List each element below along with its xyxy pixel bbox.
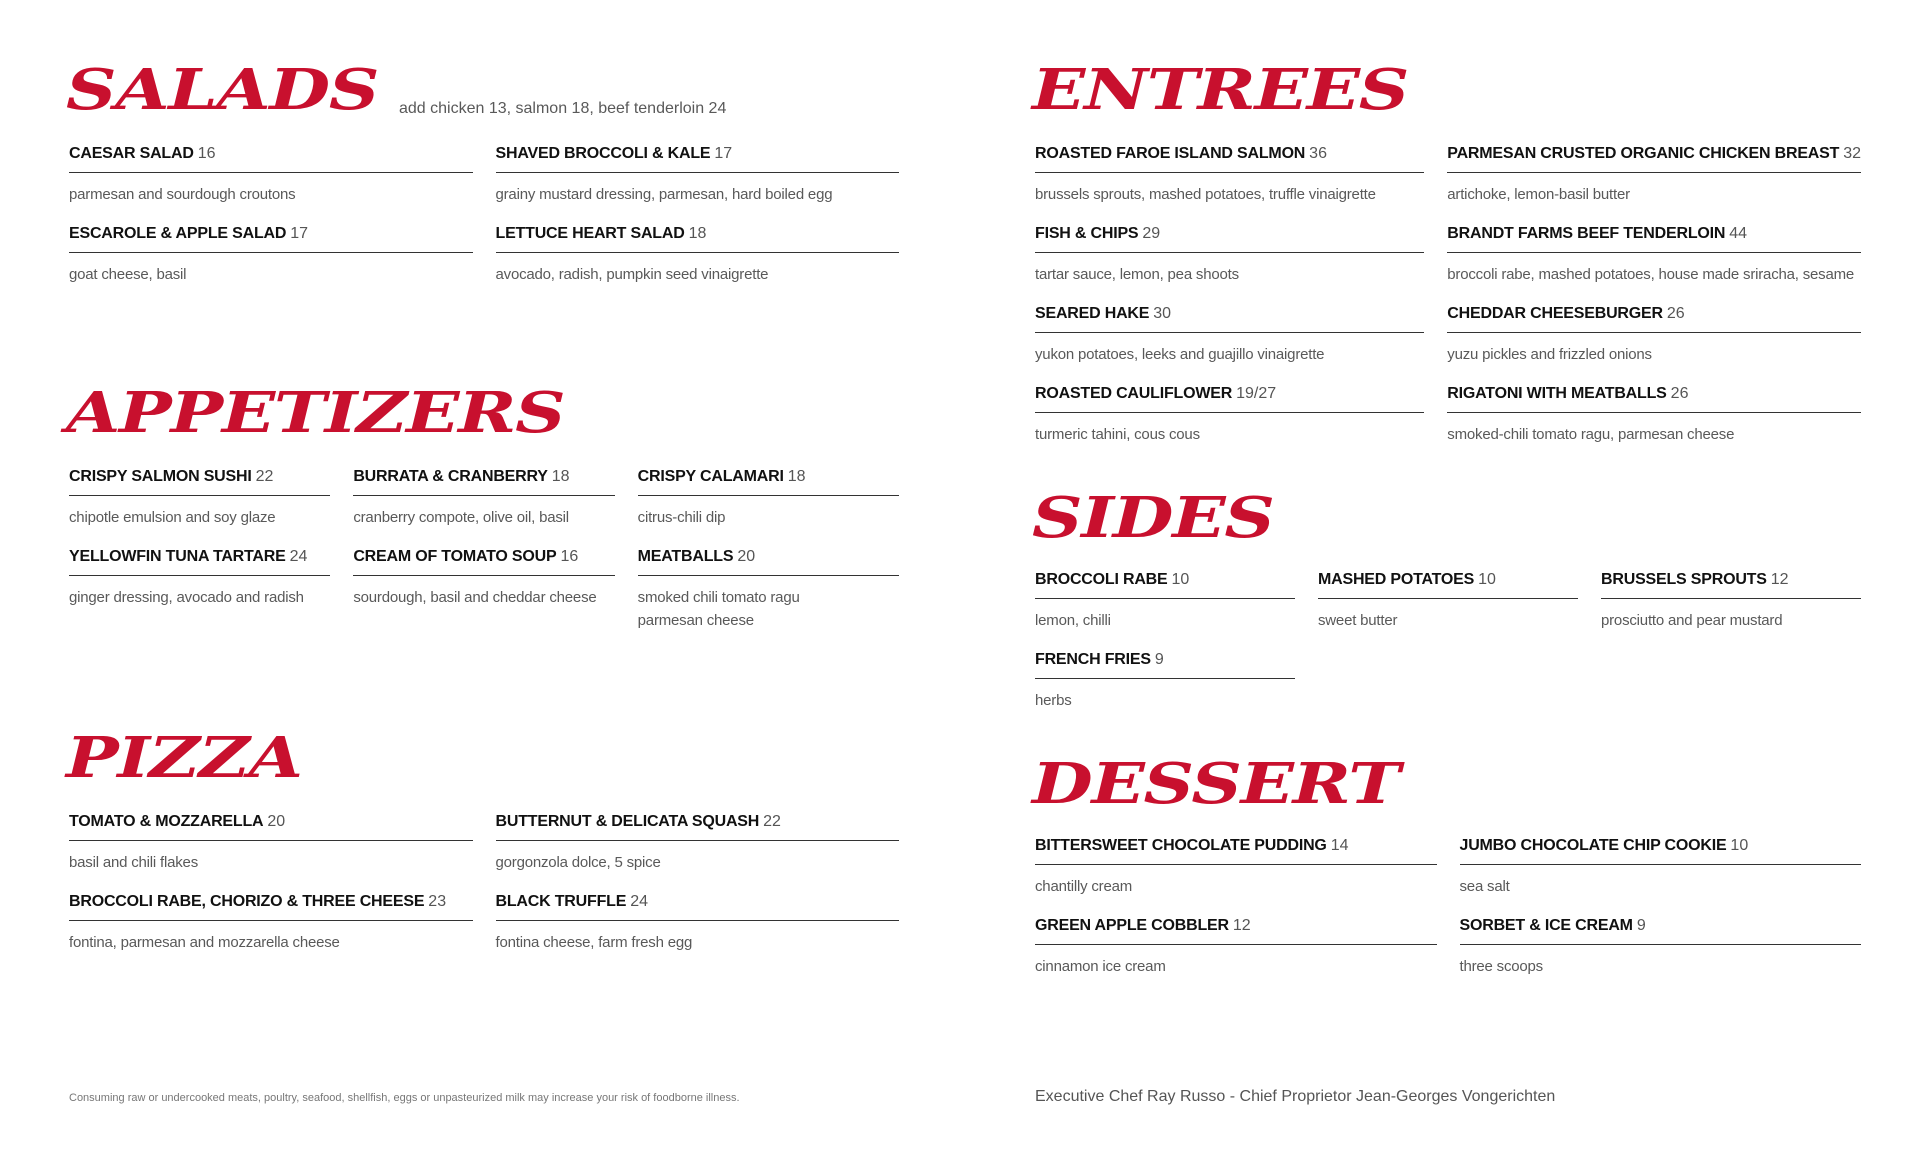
menu-item-price: 18 [551, 468, 570, 485]
menu-item-description: herbs [1035, 692, 1072, 709]
menu-item-price: 19/27 [1236, 385, 1277, 402]
menu-item-header [353, 547, 614, 576]
menu-item-price: 20 [267, 813, 286, 830]
menu-item [1035, 384, 1424, 464]
menu-item-name: BURRATA & CRANBERRY [353, 468, 548, 485]
menu-item-header [1318, 570, 1578, 599]
menu-item-header [496, 812, 900, 841]
menu-item [1318, 570, 1578, 650]
menu-item [496, 144, 900, 224]
menu-item-price: 26 [1670, 385, 1689, 402]
menu-item-header [1460, 836, 1862, 865]
pizza-heading: PIZZA [66, 725, 302, 791]
menu-item-description: fontina, parmesan and mozzarella cheese [69, 934, 340, 951]
menu-item-description: parmesan and sourdough croutons [69, 186, 296, 203]
menu-item-name: JUMBO CHOCOLATE CHIP COOKIE [1459, 837, 1727, 854]
menu-item [1460, 916, 1862, 996]
menu-item-name: CREAM OF TOMATO SOUP [353, 548, 557, 565]
menu-item [1035, 650, 1295, 730]
menu-item-header [1035, 650, 1295, 679]
menu-item-price: 16 [197, 145, 216, 162]
foodborne-disclaimer: Consuming raw or undercooked meats, poultry, seafood, shellfish, eggs or unpasteurized milk may increase your risk of foodborne illness. [69, 1092, 740, 1104]
menu-item-name: SHAVED BROCCOLI & KALE [495, 145, 711, 162]
menu-item-price: 12 [1770, 571, 1789, 588]
menu-item-price: 12 [1232, 917, 1251, 934]
menu-item-description: yuzu pickles and frizzled onions [1447, 346, 1652, 363]
menu-item-name: ESCAROLE & APPLE SALAD [69, 225, 287, 242]
salads-addons-note: add chicken 13, salmon 18, beef tenderloin 24 [399, 100, 727, 117]
menu-item-header [1447, 224, 1861, 253]
menu-item-price: 9 [1636, 917, 1646, 934]
menu-item-header [1601, 570, 1861, 599]
dessert-grid [1035, 836, 1861, 996]
menu-item [1035, 570, 1295, 650]
menu-item-header [69, 812, 473, 841]
menu-item-description: ginger dressing, avocado and radish [69, 589, 304, 606]
menu-item-header [69, 144, 473, 173]
menu-item-header [638, 547, 899, 576]
menu-item-name: SORBET & ICE CREAM [1459, 917, 1633, 934]
menu-item-price: 30 [1153, 305, 1172, 322]
menu-item-name: ROASTED FAROE ISLAND SALMON [1035, 145, 1306, 162]
menu-item-description: lemon, chilli [1035, 612, 1111, 629]
menu-item-header [69, 547, 330, 576]
menu-item-name: CHEDDAR CHEESEBURGER [1447, 305, 1663, 322]
menu-item-name: CRISPY CALAMARI [637, 468, 784, 485]
menu-item-header [1447, 384, 1861, 413]
appetizers-grid [69, 467, 899, 657]
menu-item-price: 23 [428, 893, 447, 910]
menu-item-header [69, 467, 330, 496]
menu-item-description: smoked-chili tomato ragu, parmesan cheese [1447, 426, 1735, 443]
menu-item-price: 44 [1729, 225, 1748, 242]
menu-item [69, 224, 473, 304]
menu-item-price: 22 [255, 468, 274, 485]
sides-grid [1035, 570, 1861, 730]
menu-item-description: turmeric tahini, cous cous [1035, 426, 1200, 443]
menu-item [1035, 304, 1424, 384]
salads-grid [69, 144, 899, 304]
menu-item-header [1035, 570, 1295, 599]
menu-item-description: artichoke, lemon-basil butter [1447, 186, 1630, 203]
menu-item-price: 10 [1171, 571, 1190, 588]
menu-item-description: goat cheese, basil [69, 266, 187, 283]
menu-item [1035, 836, 1437, 916]
menu-item-description: yukon potatoes, leeks and guajillo vinaigrette [1035, 346, 1325, 363]
menu-item-name: SEARED HAKE [1035, 305, 1150, 322]
menu-item-name: MASHED POTATOES [1318, 571, 1475, 588]
menu-item-price: 24 [630, 893, 649, 910]
menu-item [69, 547, 330, 627]
menu-item-description: sea salt [1459, 878, 1510, 895]
menu-item-header [1035, 224, 1424, 253]
menu-item-header [1035, 144, 1424, 173]
menu-item-description: cinnamon ice cream [1035, 958, 1166, 975]
menu-item-header [353, 467, 614, 496]
menu-item-header [1035, 916, 1437, 945]
menu-item-description: sourdough, basil and cheddar cheese [353, 589, 597, 606]
chef-credits: Executive Chef Ray Russo - Chief Proprietor Jean-Georges Vongerichten [1035, 1088, 1556, 1105]
menu-item-price: 9 [1154, 651, 1164, 668]
menu-item [1447, 144, 1861, 224]
menu-item-price: 16 [560, 548, 579, 565]
menu-item-price: 18 [688, 225, 707, 242]
menu-item-header [638, 467, 899, 496]
menu-item-name: FRENCH FRIES [1035, 651, 1151, 668]
menu-item-description: smoked chili tomato ragu parmesan cheese [637, 589, 800, 629]
menu-item-name: BUTTERNUT & DELICATA SQUASH [495, 813, 760, 830]
menu-item-header [1447, 304, 1861, 333]
menu-item-description: tartar sauce, lemon, pea shoots [1035, 266, 1239, 283]
menu-item-description: brussels sprouts, mashed potatoes, truffle vinaigrette [1035, 186, 1376, 203]
menu-item-header [1460, 916, 1862, 945]
menu-item-name: BITTERSWEET CHOCOLATE PUDDING [1035, 837, 1327, 854]
menu-item [69, 467, 330, 547]
menu-item-name: YELLOWFIN TUNA TARTARE [69, 548, 286, 565]
menu-item [638, 547, 899, 657]
menu-item-price: 29 [1142, 225, 1161, 242]
menu-item-description: avocado, radish, pumpkin seed vinaigrette [495, 266, 769, 283]
menu-item-name: MEATBALLS [637, 548, 734, 565]
menu-item-description: cranberry compote, olive oil, basil [353, 509, 569, 526]
menu-item [1601, 570, 1861, 650]
menu-item-name: BRANDT FARMS BEEF TENDERLOIN [1447, 225, 1726, 242]
menu-item [69, 812, 473, 892]
menu-item [353, 467, 614, 547]
menu-item-header [496, 892, 900, 921]
menu-item [1447, 304, 1861, 384]
menu-item [496, 812, 900, 892]
menu-item-price: 26 [1666, 305, 1685, 322]
menu-item-description: citrus-chili dip [637, 509, 726, 526]
menu-item-name: BROCCOLI RABE [1035, 571, 1168, 588]
menu-item [1447, 224, 1861, 304]
menu-item-name: CRISPY SALMON SUSHI [69, 468, 252, 485]
menu-item-header [1035, 836, 1437, 865]
menu-item-price: 22 [763, 813, 781, 830]
menu-item-header [1035, 384, 1424, 413]
menu-item-name: CAESAR SALAD [69, 145, 194, 162]
menu-item-name: FISH & CHIPS [1035, 225, 1139, 242]
menu-item-description: broccoli rabe, mashed potatoes, house made sriracha, sesame [1447, 266, 1855, 283]
menu-item [638, 467, 899, 547]
menu-item-price: 14 [1330, 837, 1349, 854]
dessert-heading: DESSERT [1032, 751, 1400, 817]
menu-item-name: LETTUCE HEART SALAD [495, 225, 685, 242]
menu-item-description: fontina cheese, farm fresh egg [495, 934, 693, 951]
entrees-grid [1035, 144, 1861, 464]
menu-item-price: 24 [289, 548, 308, 565]
entrees-heading: ENTREES [1032, 57, 1409, 123]
menu-item-header [1035, 304, 1424, 333]
menu-item [69, 892, 473, 972]
sides-heading: SIDES [1032, 485, 1274, 551]
menu-item-price: 17 [714, 145, 733, 162]
menu-item-header [69, 224, 473, 253]
menu-item-price: 10 [1730, 837, 1749, 854]
menu-item [1460, 836, 1862, 916]
menu-item-name: BLACK TRUFFLE [495, 893, 627, 910]
menu-item [496, 892, 900, 972]
menu-item-name: GREEN APPLE COBBLER [1035, 917, 1229, 934]
menu-item [69, 144, 473, 224]
menu-item-header [1447, 144, 1861, 173]
menu-item-price: 20 [737, 548, 756, 565]
menu-item-name: BRUSSELS SPROUTS [1601, 571, 1767, 588]
menu-item-header [69, 892, 473, 921]
menu-item-price: 17 [290, 225, 309, 242]
menu-item [1035, 144, 1424, 224]
menu-item [1035, 916, 1437, 996]
menu-item-price: 10 [1478, 571, 1496, 588]
menu-item-description: chantilly cream [1035, 878, 1133, 895]
appetizers-heading: APPETIZERS [66, 380, 565, 446]
menu-item-name: ROASTED CAULIFLOWER [1035, 385, 1233, 402]
menu-item-name: PARMESAN CRUSTED ORGANIC CHICKEN BREAST [1447, 145, 1840, 162]
menu-item [1447, 384, 1861, 464]
menu-item-price: 36 [1309, 145, 1327, 162]
menu-item-description: gorgonzola dolce, 5 spice [495, 854, 661, 871]
menu-item-description: chipotle emulsion and soy glaze [69, 509, 276, 526]
menu-item-description: grainy mustard dressing, parmesan, hard boiled egg [495, 186, 833, 203]
menu-item-description: sweet butter [1318, 612, 1398, 629]
menu-item-name: RIGATONI WITH MEATBALLS [1447, 385, 1667, 402]
menu-item [1035, 224, 1424, 304]
menu-item-header [496, 144, 900, 173]
menu-item-description: prosciutto and pear mustard [1601, 612, 1783, 629]
menu-item [353, 547, 614, 627]
pizza-grid [69, 812, 899, 972]
menu-item-name: TOMATO & MOZZARELLA [69, 813, 264, 830]
menu-item-price: 32 [1843, 145, 1861, 162]
menu-item [496, 224, 900, 304]
menu-item-description: basil and chili flakes [69, 854, 199, 871]
salads-heading: SALADS [66, 57, 379, 123]
menu-item-name: BROCCOLI RABE, CHORIZO & THREE CHEESE [69, 893, 425, 910]
menu-item-price: 18 [787, 468, 806, 485]
menu-item-header [496, 224, 900, 253]
menu-item-description: three scoops [1459, 958, 1543, 975]
